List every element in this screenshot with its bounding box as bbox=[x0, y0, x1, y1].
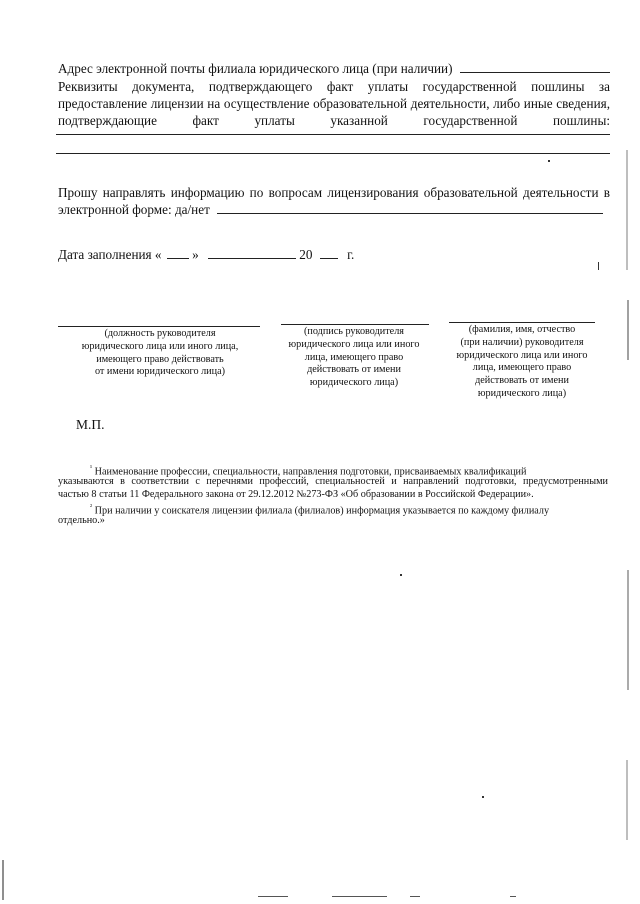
footnote-1-line-2: указываются в соответствии с перечнями профессий, специальностей и направлений подготовки, предусмотренными bbox=[58, 476, 608, 487]
scan-edge-mark bbox=[2, 860, 4, 900]
scan-speck bbox=[598, 262, 599, 270]
email-blank bbox=[460, 60, 610, 73]
position-signature-line bbox=[58, 326, 260, 327]
footnote-2-line-2: отдельно.» bbox=[58, 515, 105, 526]
scan-bottom-mark bbox=[510, 896, 516, 897]
request-blank bbox=[217, 201, 603, 214]
stamp-label: М.П. bbox=[76, 417, 105, 432]
date-day-blank bbox=[167, 246, 189, 259]
scan-speck bbox=[400, 574, 402, 576]
date-row bbox=[58, 246, 610, 263]
request-label: электронной форме: да/нет bbox=[58, 202, 210, 217]
date-label: Дата заполнения « bbox=[58, 247, 162, 262]
date-year-blank bbox=[320, 246, 338, 259]
email-label: Адрес электронной почты филиала юридического лица (при наличии) bbox=[58, 61, 453, 76]
footnote-2-line-1: $^{^2}$ При наличии у соискателя лицензии филиала (филиалов) информация указывается по каждому филиалу bbox=[90, 503, 550, 517]
scan-bottom-mark bbox=[258, 896, 288, 897]
payment-details-line-1: Реквизиты документа, подтверждающего факт уплаты государственной пошлины за bbox=[58, 79, 610, 94]
payment-details-line-2: предоставление лицензии на осуществление образовательной деятельности, либо иные сведения, bbox=[58, 96, 610, 111]
name-caption: (фамилия, имя, отчество (при наличии) руководителя юридического лица или иного лица, имеющего право действовать от имени юридического лица) bbox=[456, 324, 588, 399]
signature-line bbox=[281, 324, 429, 325]
scan-edge-mark bbox=[627, 300, 629, 360]
date-month-blank bbox=[208, 246, 296, 259]
scan-bottom-mark bbox=[410, 896, 420, 897]
date-year-prefix: 20 bbox=[299, 247, 313, 262]
date-close-quote: » bbox=[192, 247, 199, 262]
scan-edge-mark bbox=[626, 760, 628, 840]
scan-speck bbox=[482, 796, 484, 798]
date-year-suffix: г. bbox=[347, 247, 355, 262]
payment-blank-line-1 bbox=[56, 134, 610, 135]
request-line-2 bbox=[58, 201, 610, 218]
footnote-1-line-3: частью 8 статьи 11 Федерального закона от 29.12.2012 №273-ФЗ «Об образовании в Российской Федерации». bbox=[58, 489, 534, 500]
signature-caption: (подпись руководителя юридического лица или иного лица, имеющего право действовать от имени юридического лица) bbox=[288, 326, 420, 389]
position-caption: (должность руководителя юридического лица или иного лица, имеющего право действовать от имени юридического лица) bbox=[81, 328, 239, 378]
payment-details-line-3: подтверждающие факт уплаты указанной государственной пошлины: bbox=[58, 113, 610, 128]
name-signature-line bbox=[449, 322, 595, 323]
email-field-row bbox=[58, 60, 610, 77]
request-line-1: Прошу направлять информацию по вопросам лицензирования образовательной деятельности в bbox=[58, 185, 610, 200]
footnote-1-line-1: $^{^1}$ Наименование профессии, специальности, направления подготовки, присваиваемых квалификаций bbox=[90, 464, 527, 478]
scan-edge-mark bbox=[627, 570, 629, 690]
scan-edge-mark bbox=[626, 150, 628, 270]
scan-bottom-mark bbox=[332, 896, 387, 897]
payment-blank-line-2 bbox=[56, 153, 610, 154]
scan-speck bbox=[548, 160, 550, 162]
